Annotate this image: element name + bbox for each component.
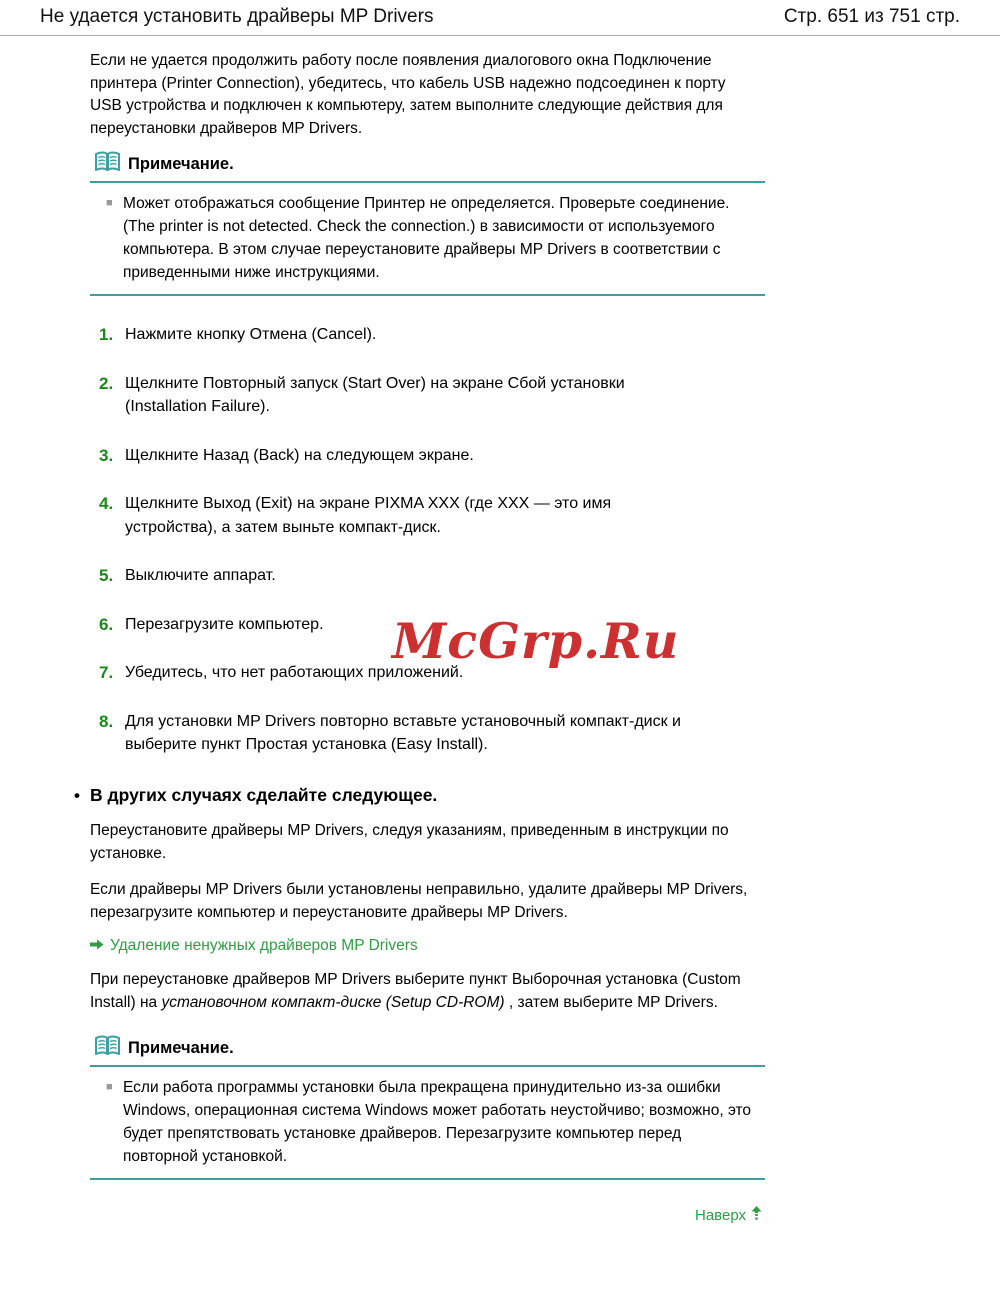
other-cases-paragraph-1: Переустановите драйверы MP Drivers, следуя указаниям, приведенным в инструкции по установке. xyxy=(90,821,729,862)
back-to-top-label: Наверх xyxy=(695,1206,746,1224)
note-header xyxy=(90,1032,765,1065)
note-divider-bottom xyxy=(90,1178,765,1180)
page-number-indicator: Стр. 651 из 751 стр. xyxy=(783,6,960,27)
paragraph-3-text: При переустановке драйверов MP Drivers выберите пункт Выборочная установка (Custom Install) на xyxy=(90,970,741,1011)
note-book-icon xyxy=(94,151,121,178)
step-number: 6. xyxy=(99,614,114,634)
page-header xyxy=(0,0,1000,36)
step-number: 5. xyxy=(99,566,114,585)
note-item xyxy=(106,192,756,284)
note-body xyxy=(90,1067,765,1178)
step-text: Нажмите кнопку Отмена (Cancel). xyxy=(125,326,377,343)
steps-list xyxy=(90,323,765,757)
paragraph-3-italic-text: установочном компакт-диске (Setup CD-ROM) xyxy=(161,993,505,1011)
page-title: Не удается установить драйверы MP Drivers xyxy=(40,6,434,27)
note-header xyxy=(90,148,765,181)
note-book-icon xyxy=(94,1035,121,1062)
note-body xyxy=(90,183,765,294)
top-arrow-icon xyxy=(751,1206,762,1225)
note-heading: Примечание. xyxy=(128,155,234,173)
footer-row xyxy=(90,1206,762,1225)
step-number: 2. xyxy=(99,373,114,393)
step-text: Для установки MP Drivers повторно вставьте установочный компакт-диск и выберите пункт Простая установка (Easy Install). xyxy=(125,712,681,753)
step-4 xyxy=(90,492,765,539)
paragraph-3-text-end: , затем выберите MP Drivers. xyxy=(504,993,718,1011)
round-bullet-icon: • xyxy=(74,785,80,805)
note-divider-bottom xyxy=(90,294,765,296)
step-text: Щелкните Назад (Back) на следующем экране. xyxy=(125,446,474,464)
watermark-text: McGrp.Ru xyxy=(392,612,680,670)
square-bullet-icon: ■ xyxy=(106,1080,113,1093)
link-arrow-icon xyxy=(90,937,104,955)
other-cases-section xyxy=(74,784,765,1014)
step-7 xyxy=(90,661,765,685)
step-number: 8. xyxy=(99,711,114,731)
intro-paragraph: Если не удается продолжить работу после появления диалогового окна Подключение принтера (Printer Connection), убедитесь, что кабель USB надежно подсоединен к порту USB устройства и подключен к компьютеру, затем выполните следующие действия для переустановки драйверов MP Drivers. xyxy=(90,52,726,137)
step-text: Выключите аппарат. xyxy=(125,567,276,584)
step-text: Щелкните Повторный запуск (Start Over) на экране Сбой установки (Installation Failure). xyxy=(125,374,625,415)
note-heading: Примечание. xyxy=(128,1038,234,1057)
content-area xyxy=(74,50,765,1225)
other-cases-paragraph-2: Если драйверы MP Drivers были установлены неправильно, удалите драйверы MP Drivers, перезагрузите компьютер и переустановите драйверы MP Drivers. xyxy=(90,880,748,921)
note-item-text: Если работа программы установки была прекращена принудительно из-за ошибки Windows, операционная система Windows может работать неустойчиво; возможно, это будет препятствовать установке драйверов. Перезагрузите компьютер перед повторной установкой. xyxy=(123,1078,752,1165)
step-2 xyxy=(90,372,765,419)
step-5 xyxy=(90,564,765,588)
step-number: 3. xyxy=(99,445,114,465)
other-cases-heading: В других случаях сделайте следующее. xyxy=(90,784,438,805)
delete-drivers-link[interactable] xyxy=(90,937,765,955)
step-3 xyxy=(90,444,765,468)
note-block-1 xyxy=(90,148,765,296)
note-block-2 xyxy=(90,1032,765,1180)
step-1 xyxy=(90,323,765,347)
step-8 xyxy=(90,710,765,757)
step-number: 1. xyxy=(99,325,114,344)
step-number: 7. xyxy=(99,663,114,682)
step-text: Перезагрузите компьютер. xyxy=(125,615,324,633)
square-bullet-icon: ■ xyxy=(106,197,113,209)
other-cases-heading-row xyxy=(74,785,765,806)
back-to-top-link[interactable] xyxy=(695,1206,762,1225)
delete-drivers-link-label: Удаление ненужных драйверов MP Drivers xyxy=(110,936,418,954)
step-number: 4. xyxy=(99,494,114,513)
other-cases-paragraph-3 xyxy=(90,968,750,1014)
note-item xyxy=(106,1076,756,1168)
step-text: Щелкните Выход (Exit) на экране PIXMA XXX (где XXX — это имя устройства), а затем выньте компакт-диск. xyxy=(125,495,612,536)
step-text: Убедитесь, что нет работающих приложений. xyxy=(125,664,464,681)
step-6 xyxy=(90,613,765,637)
note-item-text: Может отображаться сообщение Принтер не определяется. Проверьте соединение. (The printer is not detected. Check the connection.) в зависимости от используемого компьютера. В этом случае переустановите драйверы MP Drivers в соответствии с приведенными ниже инструкциями. xyxy=(123,195,730,281)
